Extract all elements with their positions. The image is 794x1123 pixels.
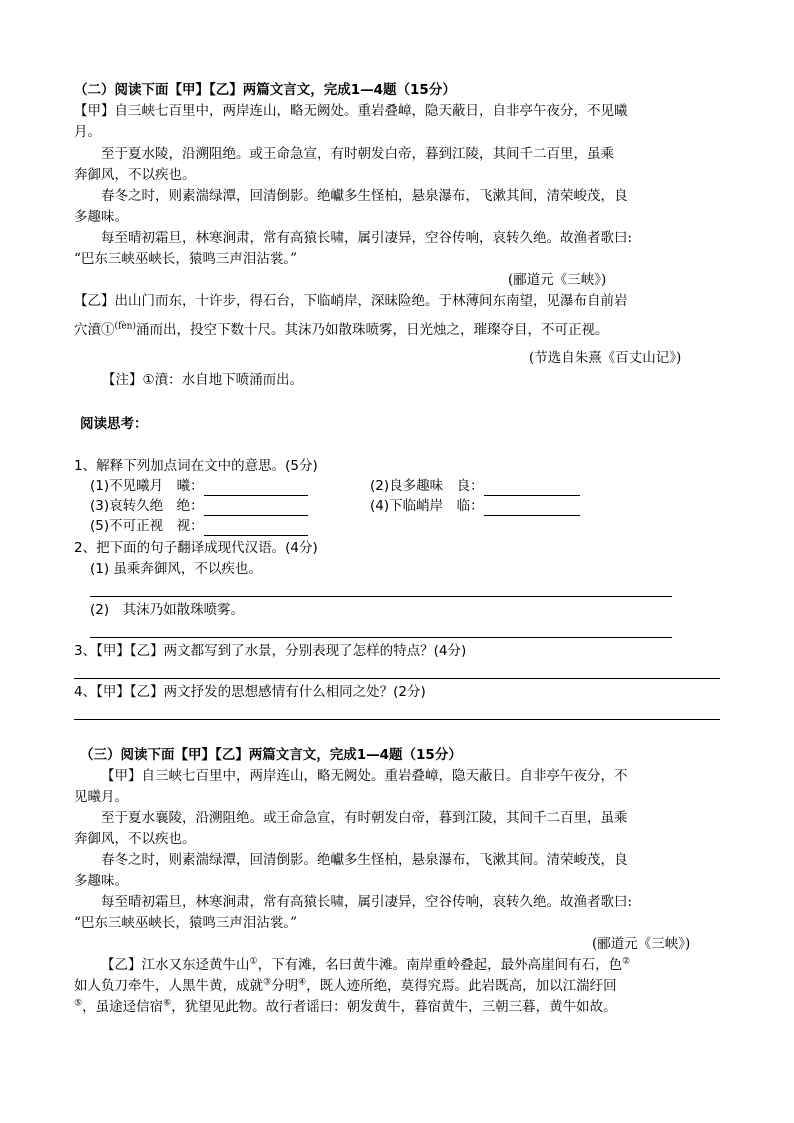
passage-yi-text: 涌而出，投空下数十尺。其沫乃如散珠喷雾，日光烛之，璀璨夺目，不可正视。 [135, 322, 609, 338]
passage-jia-line: 多趣味。 [74, 209, 128, 225]
passage-jia-line: “巴东三峡巫峡长，猿鸣三声泪沾裳。” [74, 915, 298, 931]
passage-jia-line: 春冬之时，则素湍绿潭，回清倒影。绝巘多生怪柏，悬泉瀑布，飞漱其间，清荣峻茂，良 [101, 188, 628, 204]
section3-header: （三）阅读下面【甲】【乙】两篇文言文，完成1—4题（15分） [80, 747, 462, 763]
passage-yi-line [74, 997, 617, 1017]
answer-line[interactable] [90, 596, 672, 597]
passage-source: (郦道元《三峡》) [592, 936, 691, 952]
passage-yi-text: ，虽途迳信宿 [82, 999, 164, 1015]
pinyin-annotation: (fèn) [114, 321, 136, 332]
footnote-mark: ③ [263, 977, 272, 988]
answer-blank[interactable] [204, 521, 308, 536]
question-4: 4、【甲】【乙】两文抒发的思想感情有什么相同之处？(2分) [74, 684, 426, 700]
answer-blank[interactable] [204, 481, 308, 496]
q1-item-label: (3)哀转久绝 绝： [90, 498, 204, 514]
passage-jia-line: 奔御风，不以疾也。 [74, 167, 196, 183]
passage-jia-line: 春冬之时，则素湍绿潭，回清倒影。绝巘多生怪柏，悬泉瀑布，飞漱其间。清荣峻茂，良 [101, 852, 628, 868]
q1-item-label: (4)下临峭岸 临： [370, 498, 484, 514]
passage-yi-line: 【乙】出山门而东，十许步，得石台，下临峭岸，深昧险绝。于林薄间东南望，见瀑布自前岩 [74, 293, 628, 309]
question-3: 3、【甲】【乙】两文都写到了水景，分别表现了怎样的特点？(4分) [74, 643, 467, 659]
passage-jia-line: 至于夏水襄陵，沿溯阻绝。或王命急宣，有时朝发白帝，暮到江陵，其间千二百里，虽乘 [101, 810, 628, 826]
footnote-mark: ④ [298, 977, 307, 988]
q1-item-label: (1)不见曦月 曦： [90, 478, 204, 494]
passage-yi-text: 【乙】江水又东迳黄牛山 [101, 957, 250, 973]
passage-yi-text: 穴濆① [74, 322, 115, 338]
passage-yi-text: 如人负刀牵牛，人黑牛黄，成就 [74, 978, 263, 994]
answer-line[interactable] [74, 678, 720, 679]
passage-jia-line: 奔御风，不以疾也。 [74, 831, 196, 847]
q1-item-label: (2)良多趣味 良： [370, 478, 484, 494]
passage-jia-line: “巴东三峡巫峡长，猿鸣三声泪沾裳。” [74, 251, 298, 267]
q1-item [90, 496, 308, 516]
answer-line[interactable] [74, 719, 720, 720]
q2-sentence: (2) 其沫乃如散珠喷雾。 [90, 602, 245, 618]
q1-item [90, 516, 308, 536]
passage-jia-line: 至于夏水陵，沿溯阻绝。或王命急宣，有时朝发白帝，暮到江陵，其间千二百里，虽乘 [101, 146, 614, 162]
passage-jia-line: 每至晴初霜旦，林寒涧肃，常有高猿长啸，属引凄异，空谷传响，哀转久绝。故渔者歌曰: [101, 230, 633, 246]
passage-yi-text: ，犹望见此物。故行者谣曰：朝发黄牛，暮宿黄牛，三朝三暮，黄牛如故。 [171, 999, 617, 1015]
footnote-mark: ⑥ [163, 998, 172, 1009]
question-1: 1、解释下列加点词在文中的意思。(5分) [74, 458, 318, 474]
q1-item [370, 476, 580, 496]
q1-item-label: (5)不可正视 视： [90, 518, 204, 534]
q2-sentence: (1) 虽乘奔御风，不以疾也。 [90, 561, 262, 577]
q1-item [370, 496, 580, 516]
passage-yi-text: 分明 [271, 978, 299, 994]
passage-source: (节选自朱熹《百丈山记》) [529, 350, 682, 366]
passage-jia-line: 每至晴初霜旦，林寒涧肃，常有高猿长啸，属引凄异，空谷传响，哀转久绝。故渔者歌曰: [101, 894, 633, 910]
answer-blank[interactable] [484, 501, 580, 516]
passage-yi-line [74, 320, 608, 340]
passage-yi-line [101, 955, 630, 975]
passage-jia-line: 月。 [74, 124, 101, 140]
q1-item [90, 476, 308, 496]
answer-blank[interactable] [204, 501, 308, 516]
footnote: 【注】①濆：水自地下喷涌而出。 [102, 372, 304, 388]
answer-blank[interactable] [484, 481, 580, 496]
footnote-mark: ⑤ [74, 998, 83, 1009]
footnote-mark: ① [249, 956, 258, 967]
passage-yi-line [74, 976, 617, 996]
passage-jia-line: 见曦月。 [74, 789, 128, 805]
passage-yi-text: ，既人迹所绝，莫得究焉。此岩既高，加以江湍纡回 [306, 978, 617, 994]
passage-yi-text: ，下有滩，名曰黄牛滩。南岸重岭叠起，最外高崖间有石，色 [257, 957, 623, 973]
passage-jia-line: 多趣味。 [74, 873, 128, 889]
passage-jia-line: 【甲】自三峡七百里中，两岸连山，略无阙处。重岩叠嶂，隐天蔽日，自非亭午夜分，不见曦 [74, 103, 628, 119]
answer-line[interactable] [90, 637, 672, 638]
question-2: 2、把下面的句子翻译成现代汉语。(4分) [74, 540, 318, 556]
passage-jia-line: 【甲】自三峡七百里中，两岸连山，略无阙处。重岩叠嶂，隐天蔽日。自非亭午夜分，不 [101, 768, 628, 784]
passage-source: (郦道元《三峡》) [508, 272, 607, 288]
reading-think-heading: 阅读思考： [80, 416, 148, 432]
footnote-mark: ② [622, 956, 631, 967]
section2-header: （二）阅读下面【甲】【乙】两篇文言文，完成1—4题（15分） [74, 82, 456, 98]
